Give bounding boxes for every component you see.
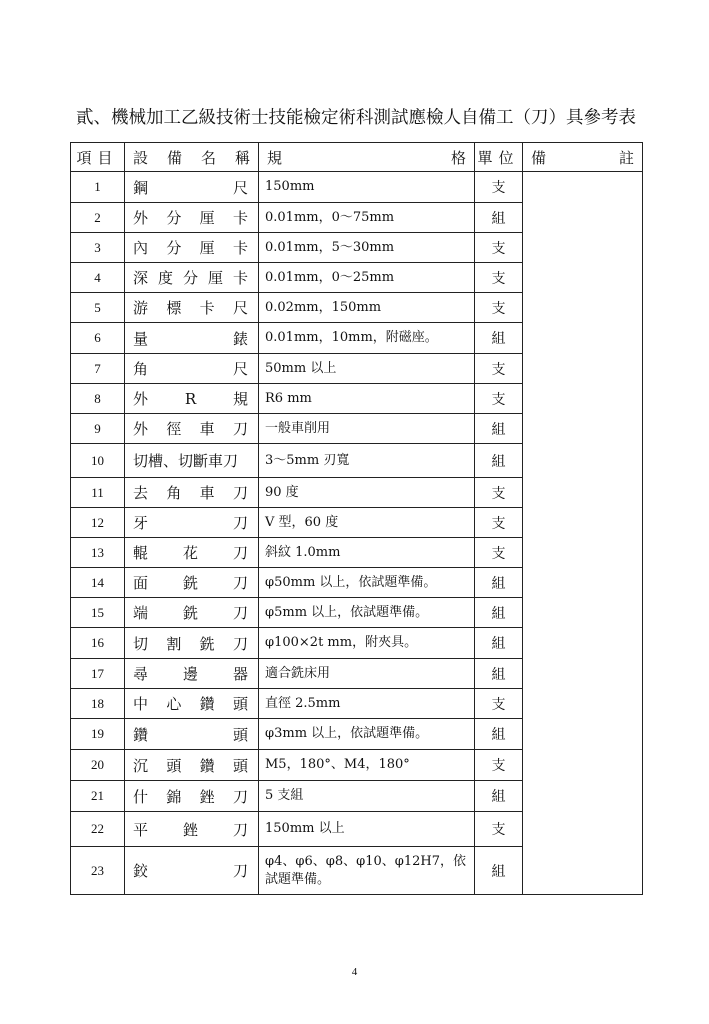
equipment-name: 外 分 厘 卡 xyxy=(125,203,259,233)
equipment-name: 切 割 銑 刀 xyxy=(125,628,259,659)
header-item-no: 項目 xyxy=(71,143,125,172)
equipment-name: 角 尺 xyxy=(125,354,259,384)
unit: 組 xyxy=(475,847,523,895)
item-number: 6 xyxy=(71,323,125,354)
equipment-name: 平 銼 刀 xyxy=(125,812,259,847)
unit: 組 xyxy=(475,598,523,628)
equipment-name: 牙 刀 xyxy=(125,508,259,538)
unit: 組 xyxy=(475,659,523,689)
item-number: 11 xyxy=(71,478,125,508)
item-number: 23 xyxy=(71,847,125,895)
specification: 90 度 xyxy=(259,478,475,508)
item-number: 13 xyxy=(71,538,125,568)
tools-reference-table xyxy=(70,142,643,895)
unit: 支 xyxy=(475,263,523,293)
unit: 組 xyxy=(475,719,523,750)
item-number: 2 xyxy=(71,203,125,233)
header-unit: 單位 xyxy=(475,143,523,172)
specification: 5 支組 xyxy=(259,781,475,812)
item-number: 9 xyxy=(71,414,125,444)
specification: 斜紋 1.0mm xyxy=(259,538,475,568)
specification: φ5mm 以上，依試題準備。 xyxy=(259,598,475,628)
specification: 0.01mm，5～30mm xyxy=(259,233,475,263)
item-number: 10 xyxy=(71,444,125,478)
equipment-name: 切槽、切斷車刀 xyxy=(125,444,259,478)
equipment-name: 鉸 刀 xyxy=(125,847,259,895)
item-number: 21 xyxy=(71,781,125,812)
specification: 150mm 以上 xyxy=(259,812,475,847)
specification: 3～5mm 刃寬 xyxy=(259,444,475,478)
unit: 支 xyxy=(475,478,523,508)
equipment-name: 去 角 車 刀 xyxy=(125,478,259,508)
header-specification: 規 格 xyxy=(259,143,475,172)
equipment-name: 鑽 頭 xyxy=(125,719,259,750)
header-remarks: 備 註 xyxy=(523,143,643,172)
table-header-row xyxy=(71,143,643,172)
item-number: 7 xyxy=(71,354,125,384)
equipment-name: 深 度 分 厘 卡 xyxy=(125,263,259,293)
table-row xyxy=(71,172,643,203)
header-equipment-name: 設 備 名 稱 xyxy=(125,143,259,172)
unit: 支 xyxy=(475,538,523,568)
item-number: 12 xyxy=(71,508,125,538)
specification: 直徑 2.5mm xyxy=(259,689,475,719)
item-number: 15 xyxy=(71,598,125,628)
item-number: 22 xyxy=(71,812,125,847)
unit: 支 xyxy=(475,812,523,847)
unit: 組 xyxy=(475,203,523,233)
specification: φ100×2t mm，附夾具。 xyxy=(259,628,475,659)
equipment-name: 量 錶 xyxy=(125,323,259,354)
specification: φ3mm 以上，依試題準備。 xyxy=(259,719,475,750)
unit: 組 xyxy=(475,323,523,354)
unit: 組 xyxy=(475,781,523,812)
unit: 支 xyxy=(475,172,523,203)
equipment-name: 輥 花 刀 xyxy=(125,538,259,568)
specification: V 型，60 度 xyxy=(259,508,475,538)
equipment-name: 游 標 卡 尺 xyxy=(125,293,259,323)
equipment-name: 端 銑 刀 xyxy=(125,598,259,628)
equipment-name: 尋 邊 器 xyxy=(125,659,259,689)
specification: M5，180°、M4，180° xyxy=(259,750,475,781)
specification: R6 mm xyxy=(259,384,475,414)
item-number: 4 xyxy=(71,263,125,293)
item-number: 19 xyxy=(71,719,125,750)
specification: 適合銑床用 xyxy=(259,659,475,689)
item-number: 16 xyxy=(71,628,125,659)
unit: 組 xyxy=(475,628,523,659)
equipment-name: 鋼 尺 xyxy=(125,172,259,203)
specification: 一般車削用 xyxy=(259,414,475,444)
unit: 支 xyxy=(475,508,523,538)
unit: 支 xyxy=(475,293,523,323)
item-number: 14 xyxy=(71,568,125,598)
specification: 0.01mm，0～25mm xyxy=(259,263,475,293)
unit: 組 xyxy=(475,568,523,598)
specification: 50mm 以上 xyxy=(259,354,475,384)
item-number: 5 xyxy=(71,293,125,323)
specification: 150mm xyxy=(259,172,475,203)
item-number: 8 xyxy=(71,384,125,414)
equipment-name: 內 分 厘 卡 xyxy=(125,233,259,263)
equipment-name: 什 錦 銼 刀 xyxy=(125,781,259,812)
equipment-name: 中 心 鑽 頭 xyxy=(125,689,259,719)
unit: 支 xyxy=(475,384,523,414)
unit: 支 xyxy=(475,354,523,384)
document-title: 貳、機械加工乙級技術士技能檢定術科測試應檢人自備工（刀）具參考表 xyxy=(76,108,636,128)
specification: 0.02mm，150mm xyxy=(259,293,475,323)
item-number: 20 xyxy=(71,750,125,781)
specification: φ50mm 以上，依試題準備。 xyxy=(259,568,475,598)
page-number: 4 xyxy=(351,966,358,978)
unit: 支 xyxy=(475,233,523,263)
remarks-cell xyxy=(523,172,643,895)
specification: φ4、φ6、φ8、φ10、φ12H7，依試題準備。 xyxy=(259,847,475,895)
equipment-name: 沉 頭 鑽 頭 xyxy=(125,750,259,781)
unit: 組 xyxy=(475,444,523,478)
specification: 0.01mm，10mm，附磁座。 xyxy=(259,323,475,354)
equipment-name: 面 銑 刀 xyxy=(125,568,259,598)
unit: 組 xyxy=(475,414,523,444)
item-number: 1 xyxy=(71,172,125,203)
unit: 支 xyxy=(475,750,523,781)
specification: 0.01mm，0～75mm xyxy=(259,203,475,233)
unit: 支 xyxy=(475,689,523,719)
equipment-name: 外 徑 車 刀 xyxy=(125,414,259,444)
item-number: 3 xyxy=(71,233,125,263)
item-number: 17 xyxy=(71,659,125,689)
equipment-name: 外 R 規 xyxy=(125,384,259,414)
item-number: 18 xyxy=(71,689,125,719)
